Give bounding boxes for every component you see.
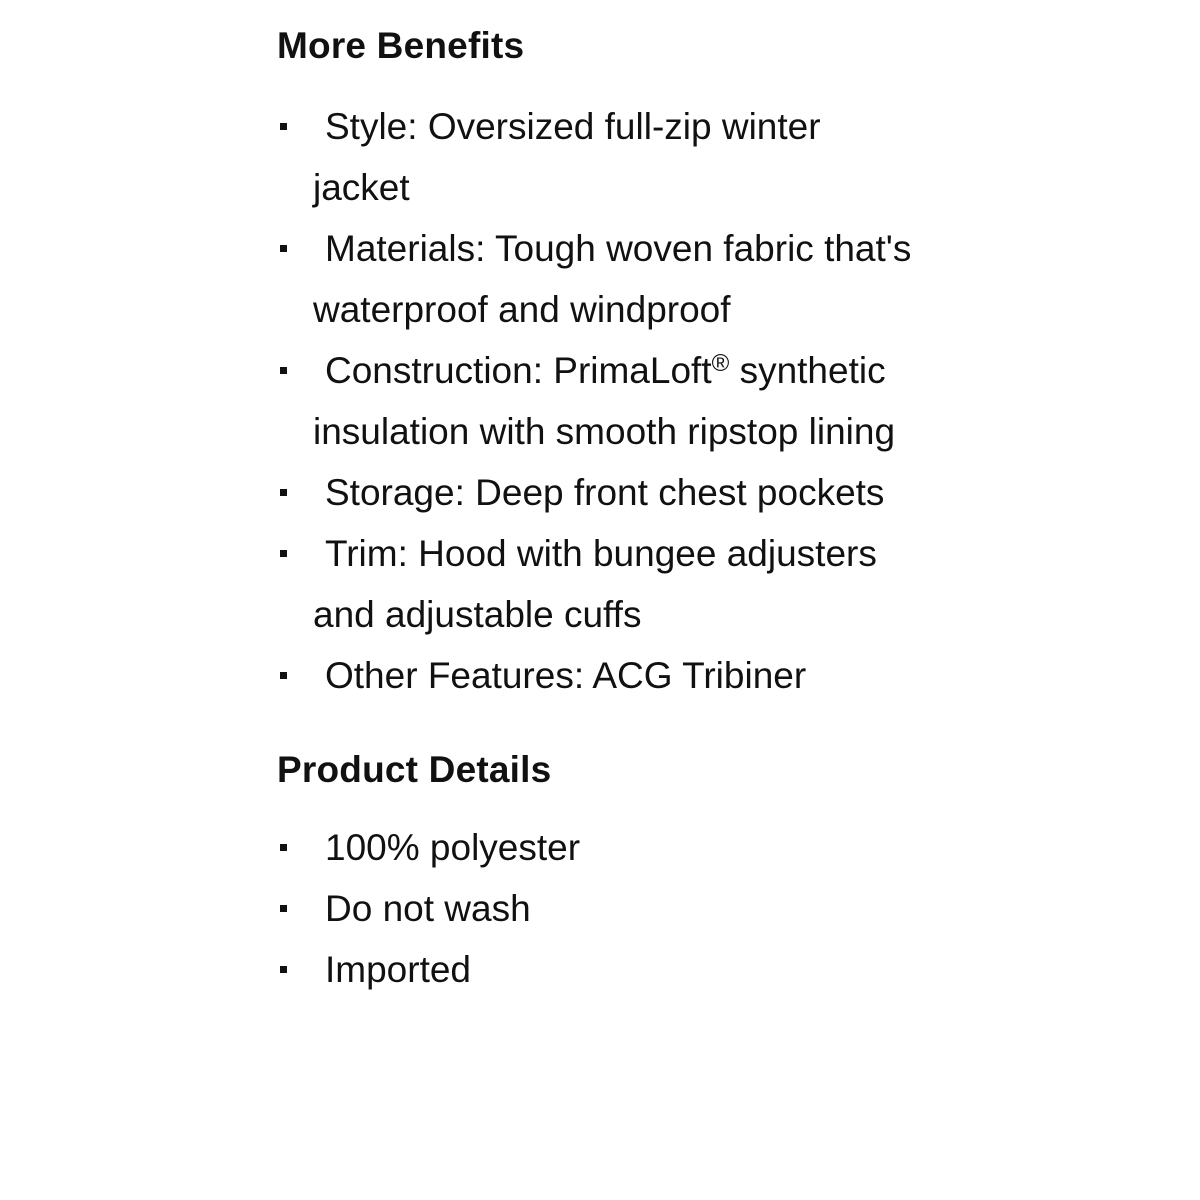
more-benefits-heading: More Benefits — [277, 25, 525, 66]
list-item-text: Imported — [325, 949, 472, 990]
bullet-icon — [280, 844, 287, 851]
bullet-icon — [280, 966, 287, 973]
registered-mark: ® — [711, 350, 730, 377]
bullet-icon — [280, 367, 287, 374]
list-item — [277, 878, 913, 939]
bullet-icon — [280, 245, 287, 252]
product-details-heading: Product Details — [277, 749, 552, 790]
bullet-icon — [280, 123, 287, 130]
list-item-text: Trim: Hood with bungee adjusters and adjustable cuffs — [313, 533, 877, 635]
list-item — [277, 96, 913, 218]
list-item-text: Storage: Deep front chest pockets — [325, 472, 885, 513]
list-item-text: 100% polyester — [325, 827, 581, 868]
list-item — [277, 462, 913, 523]
list-item — [277, 817, 913, 878]
bullet-icon — [280, 905, 287, 912]
construction-label: Construction: PrimaLoft — [325, 350, 712, 391]
list-item — [277, 939, 913, 1000]
more-benefits-list — [277, 96, 957, 706]
list-item — [277, 523, 913, 645]
bullet-icon — [280, 489, 287, 496]
list-item-text — [313, 340, 913, 462]
list-item — [277, 218, 913, 340]
product-description — [277, 22, 957, 1000]
product-details-list — [277, 817, 957, 1000]
bullet-icon — [280, 672, 287, 679]
bullet-icon — [280, 550, 287, 557]
list-item-text: Other Features: ACG Tribiner — [325, 655, 807, 696]
list-item-text: Do not wash — [325, 888, 531, 929]
list-item-text: Style: Oversized full-zip winter jacket — [313, 106, 821, 208]
list-item — [277, 645, 913, 706]
construction-detail: synthetic insulation with smooth ripstop lining — [313, 350, 896, 452]
list-item — [277, 340, 913, 462]
list-item-text: Materials: Tough woven fabric that's waterproof and windproof — [313, 228, 912, 330]
